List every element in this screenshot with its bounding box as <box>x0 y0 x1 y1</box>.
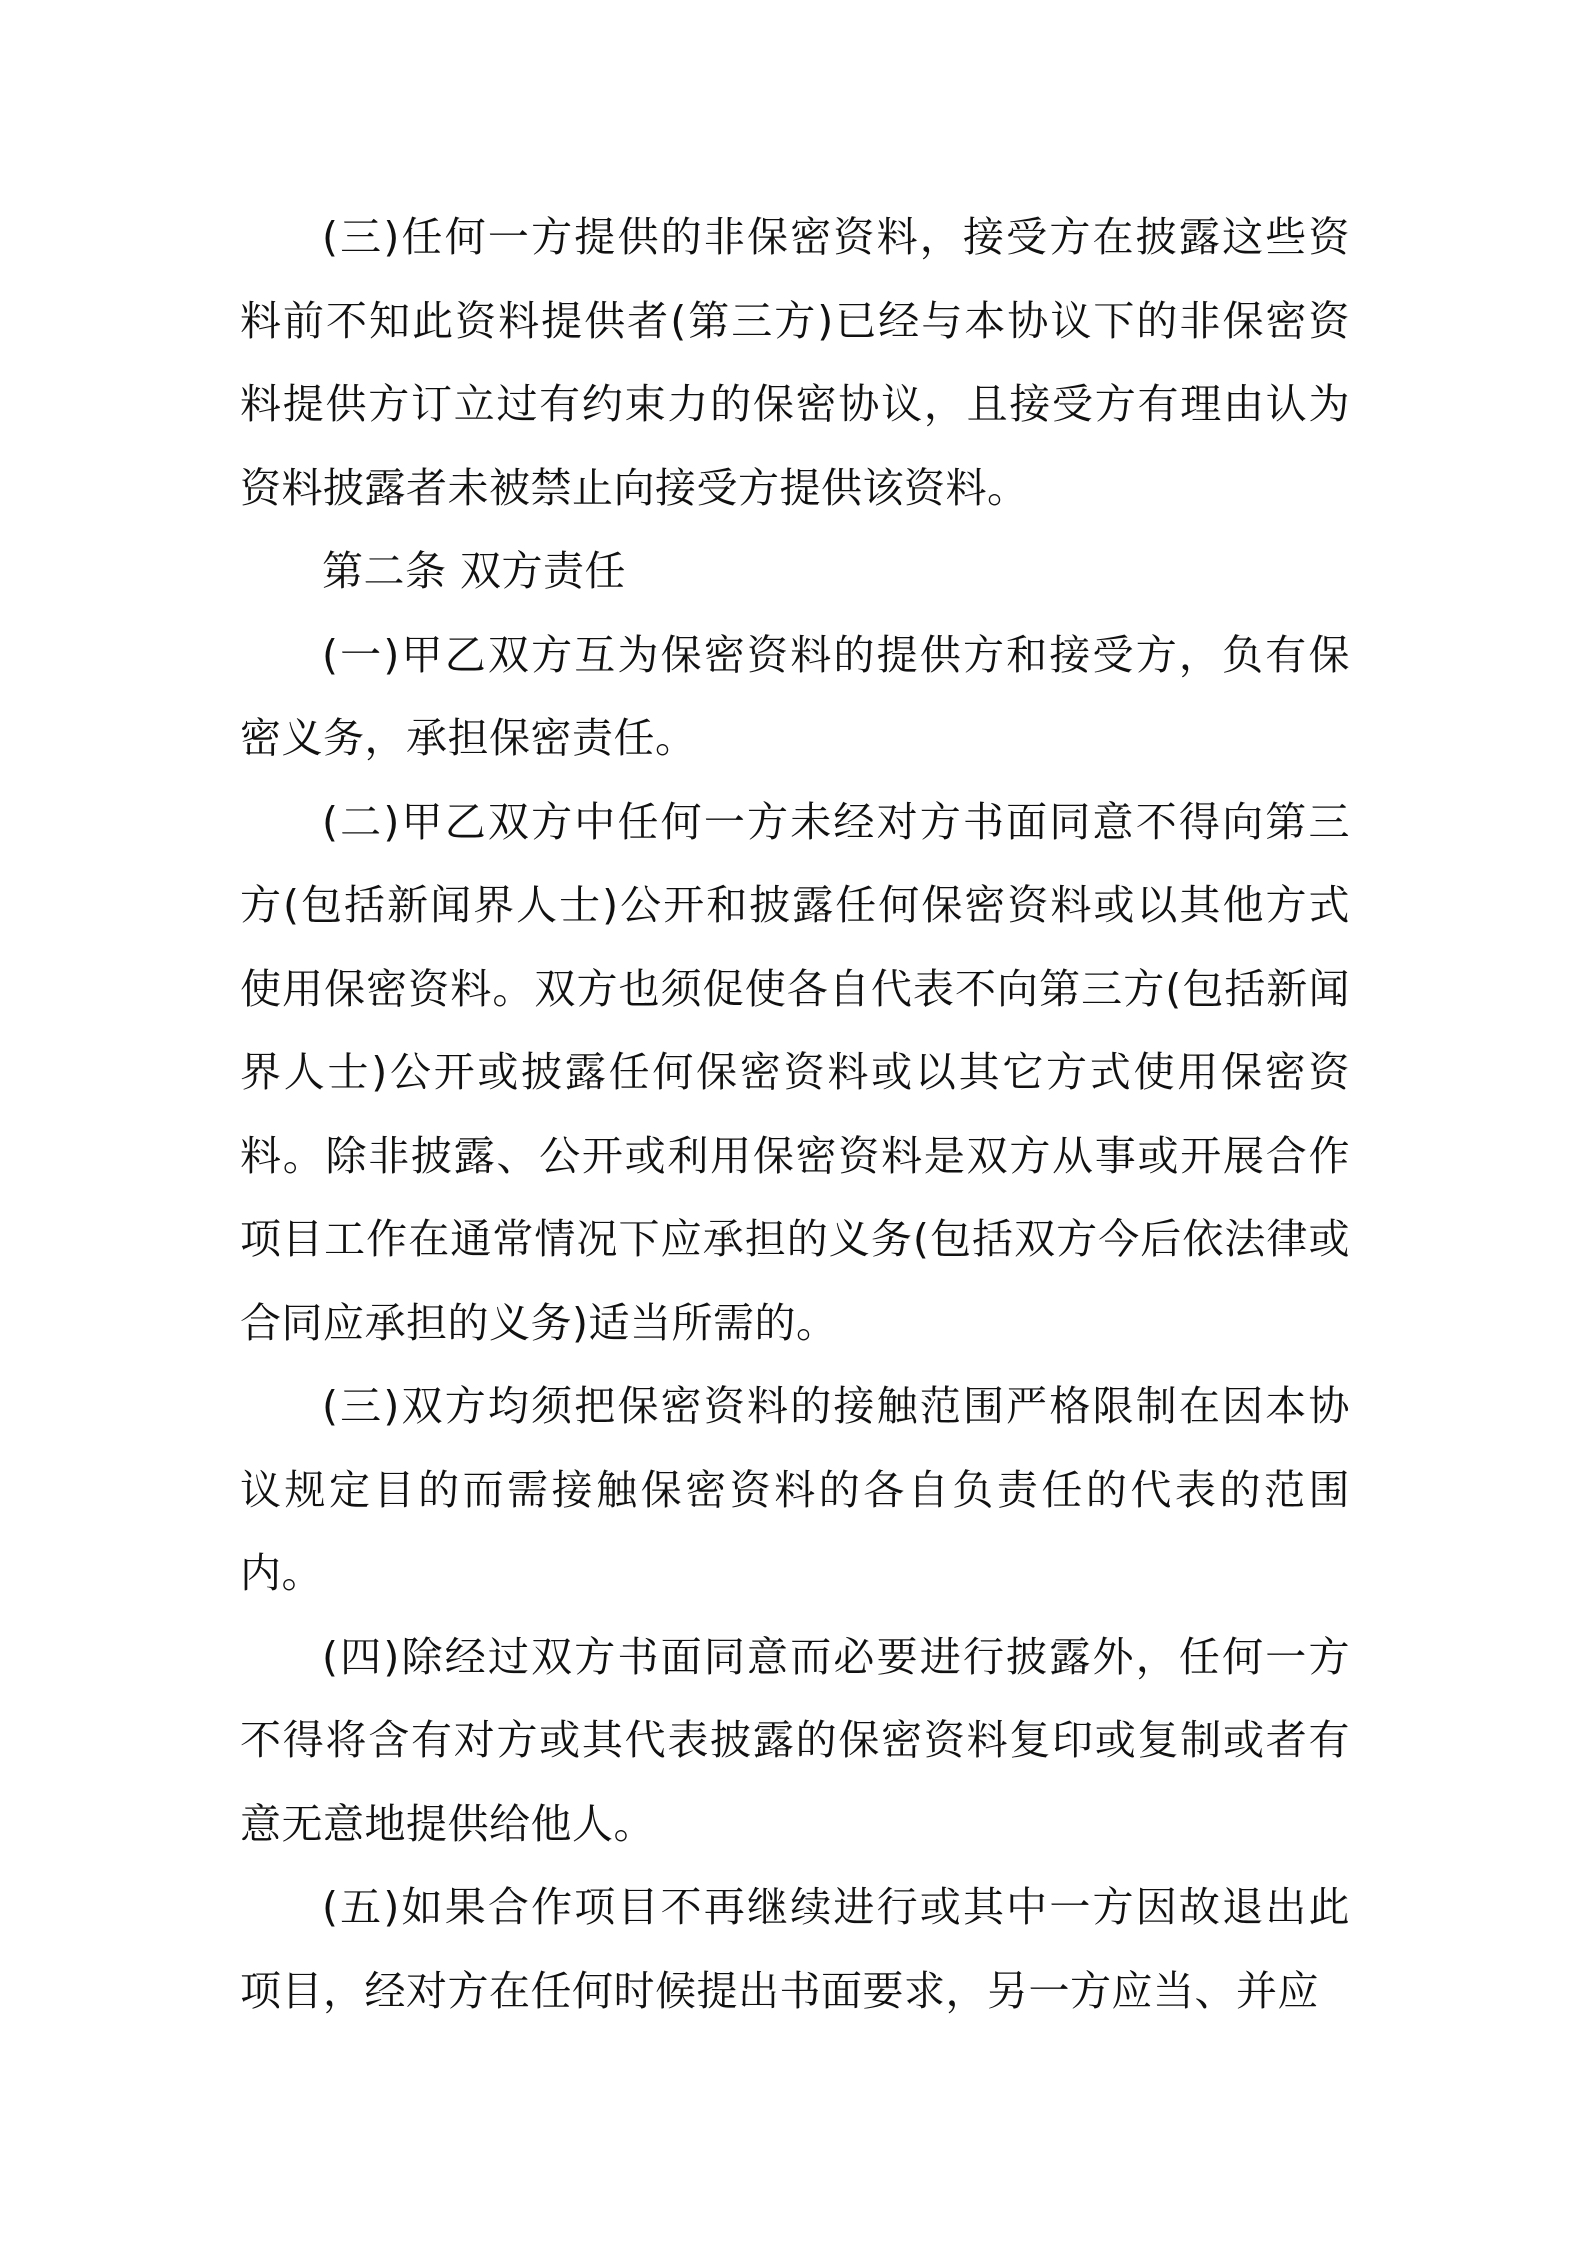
document-body <box>240 196 1350 2033</box>
article-2-heading: 第二条 双方责任 <box>322 547 627 595</box>
paragraph-clause-5-termination: (五)如果合作项目不再继续进行或其中一方因故退出此项目，经对方在任何时候提出书面要求，另一方应当、并应 <box>240 1883 1350 2015</box>
paragraph-clause-2-no-disclosure: (二)甲乙双方中任何一方未经对方书面同意不得向第三方(包括新闻界人士)公开和披露任何保密资料或以其他方式使用保密资料。双方也须促使各自代表不向第三方(包括新闻界人士)公开或披露任何保密资料或以其它方式使用保密资料。除非披露、公开或利用保密资料是双方从事或开展合作项目工作在通常情况下应承担的义务(包括双方今后依法律或合同应承担的义务)适当所需的。 <box>240 797 1350 1347</box>
paragraph-clause-1-mutual-duty: (一)甲乙双方互为保密资料的提供方和接受方，负有保密义务，承担保密责任。 <box>240 630 1350 762</box>
paragraph-clause-3-access-limit: (三)双方均须把保密资料的接触范围严格限制在因本协议规定目的而需接触保密资料的各自负责任的代表的范围内。 <box>240 1382 1350 1597</box>
paragraph-clause-4-no-copy: (四)除经过双方书面同意而必要进行披露外，任何一方不得将含有对方或其代表披露的保密资料复印或复制或者有意无意地提供给他人。 <box>240 1632 1350 1848</box>
paragraph-clause-3-non-confidential: (三)任何一方提供的非保密资料，接受方在披露这些资料前不知此资料提供者(第三方)已经与本协议下的非保密资料提供方订立过有约束力的保密协议，且接受方有理由认为资料披露者未被禁止向接受方提供该资料。 <box>240 213 1350 512</box>
